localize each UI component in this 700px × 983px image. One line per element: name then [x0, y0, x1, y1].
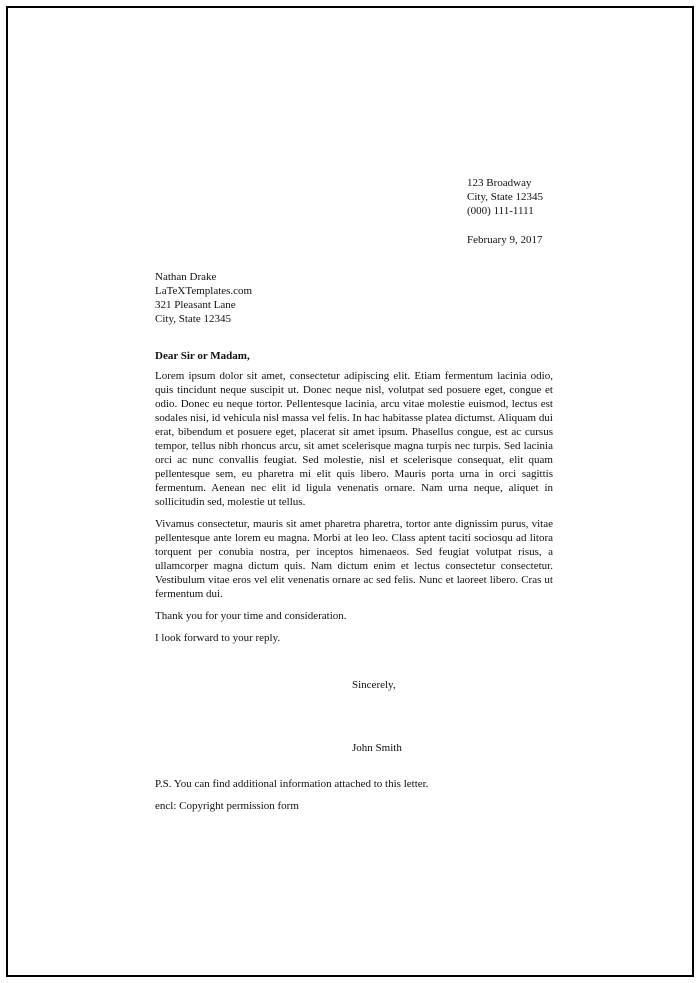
thank-you-line: Thank you for your time and consideration. [155, 610, 347, 622]
reply-line: I look forward to your reply. [155, 632, 281, 644]
sender-phone: (000) 111-1111 [467, 205, 534, 217]
letter-page [8, 8, 692, 975]
salutation: Dear Sir or Madam, [155, 350, 250, 362]
recipient-street: 321 Pleasant Lane [155, 299, 236, 311]
closing: Sincerely, [352, 679, 396, 691]
document-frame [6, 6, 694, 977]
body-paragraph-1: Lorem ipsum dolor sit amet, consectetur adipiscing elit. Etiam fermentum lacinia odio, quis tincidunt neque suscipit ut. Donec neque nisl, volutpat sed posuere eget, congue et odio. Donec eu neque tortor. Pellentesque lacinia, arcu vitae molestie euismod, lectus est sodales nisi, id vehicula nisl massa vel felis. In hac habitasse platea dictumst. Aliquam dui erat, bibendum et posuere eget, placerat sit amet ipsum. Phasellus congue, est ac cursus tempor, tellus nibh rhoncus arcu, sit amet scelerisque magna turpis nec turpis. Sed lacinia orci ac nunc convallis feugiat. Sed molestie, nisl et scelerisque consequat, elit quam pellentesque sem, eu pharetra mi elit quis libero. Mauris porta urna in orci sagittis fermentum. Aenean nec elit id ligula venenatis ornare. Nam urna neque, aliquet in sollicitudin sed, molestie ut tellus. [155, 370, 553, 508]
sender-city: City, State 12345 [467, 191, 543, 203]
letter-date: February 9, 2017 [467, 234, 543, 246]
letter-body [155, 349, 553, 653]
recipient-city: City, State 12345 [155, 313, 231, 325]
body-paragraph-2: Vivamus consectetur, mauris sit amet pharetra pharetra, tortor ante dignissim purus, vitae pellentesque ante lorem eu magna. Morbi at leo leo. Class aptent taciti sociosqu ad litora torquent per conubia nostra, per inceptos himenaeos. Sed feugiat volutpat risus, a ullamcorper magna dictum quis. Nam dictum enim et lectus consectetur consectetur. Vestibulum vitae eros vel elit venenatis ornare ac sed felis. Nunc et laoreet libero. Cras ut fermentum dui. [155, 518, 553, 600]
sender-street: 123 Broadway [467, 177, 532, 189]
postscript: P.S. You can find additional information attached to this letter. [155, 778, 429, 790]
recipient-address [155, 270, 455, 326]
recipient-company: LaTeXTemplates.com [155, 285, 253, 297]
recipient-name: Nathan Drake [155, 271, 217, 283]
sender-address [467, 176, 667, 218]
enclosure-line: encl: Copyright permission form [155, 800, 299, 812]
signature-name: John Smith [352, 742, 402, 754]
